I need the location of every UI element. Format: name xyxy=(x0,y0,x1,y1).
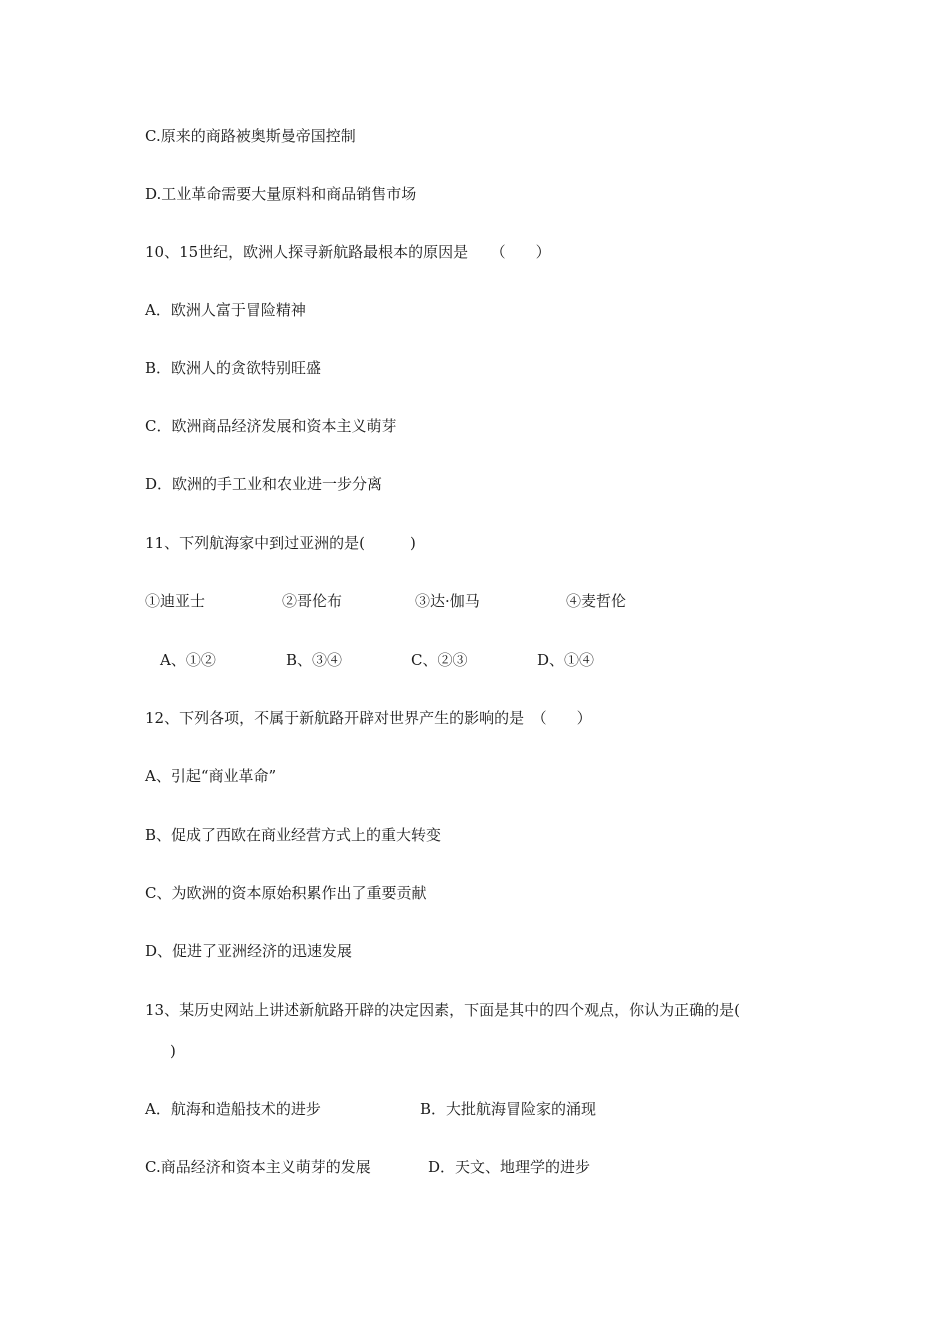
q13-option-d: D．天文、地理学的进步 xyxy=(428,1158,591,1176)
q11-option: D、①④ xyxy=(537,651,595,669)
q11-stem: 11、下列航海家中到过亚洲的是( ) xyxy=(145,534,416,552)
q12-stem: 12、下列各项，不属于新航路开辟对世界产生的影响的是 （ ） xyxy=(145,709,592,727)
q12-option-a: A、引起“商业革命” xyxy=(145,767,277,785)
q12-option-c: C、为欧洲的资本原始积累作出了重要贡献 xyxy=(145,884,427,902)
q10-option-b: B．欧洲人的贪欲特别旺盛 xyxy=(145,359,322,377)
q13-stem: 13、某历史网站上讲述新航路开辟的决定因素，下面是其中的四个观点，你认为正确的是( xyxy=(145,1001,740,1019)
q13-option-c: C.商品经济和资本主义萌芽的发展 xyxy=(145,1158,371,1176)
q10-stem: 10、15世纪，欧洲人探寻新航路最根本的原因是 （ ） xyxy=(145,243,551,261)
q13-option-b: B．大批航海冒险家的涌现 xyxy=(420,1100,597,1118)
q9-option-c: C.原来的商路被奥斯曼帝国控制 xyxy=(145,127,356,145)
q11-item: ①迪亚士 xyxy=(145,592,206,610)
q10-option-d: D．欧洲的手工业和农业进一步分离 xyxy=(145,475,383,493)
q11-item: ③达·伽马 xyxy=(415,592,480,610)
q11-option: A、①② xyxy=(160,651,216,669)
q11-item: ②哥伦布 xyxy=(282,592,343,610)
q13-stem-continuation: ) xyxy=(170,1042,176,1060)
q10-option-c: C．欧洲商品经济发展和资本主义萌芽 xyxy=(145,417,397,435)
q10-option-a: A．欧洲人富于冒险精神 xyxy=(145,301,306,319)
q11-item: ④麦哲伦 xyxy=(566,592,627,610)
q12-option-b: B、促成了西欧在商业经营方式上的重大转变 xyxy=(145,826,442,844)
q13-option-a: A．航海和造船技术的进步 xyxy=(145,1100,321,1118)
q11-option: B、③④ xyxy=(286,651,343,669)
q12-option-d: D、促进了亚洲经济的迅速发展 xyxy=(145,942,353,960)
q9-option-d: D.工业革命需要大量原料和商品销售市场 xyxy=(145,185,417,203)
q11-option: C、②③ xyxy=(411,651,468,669)
